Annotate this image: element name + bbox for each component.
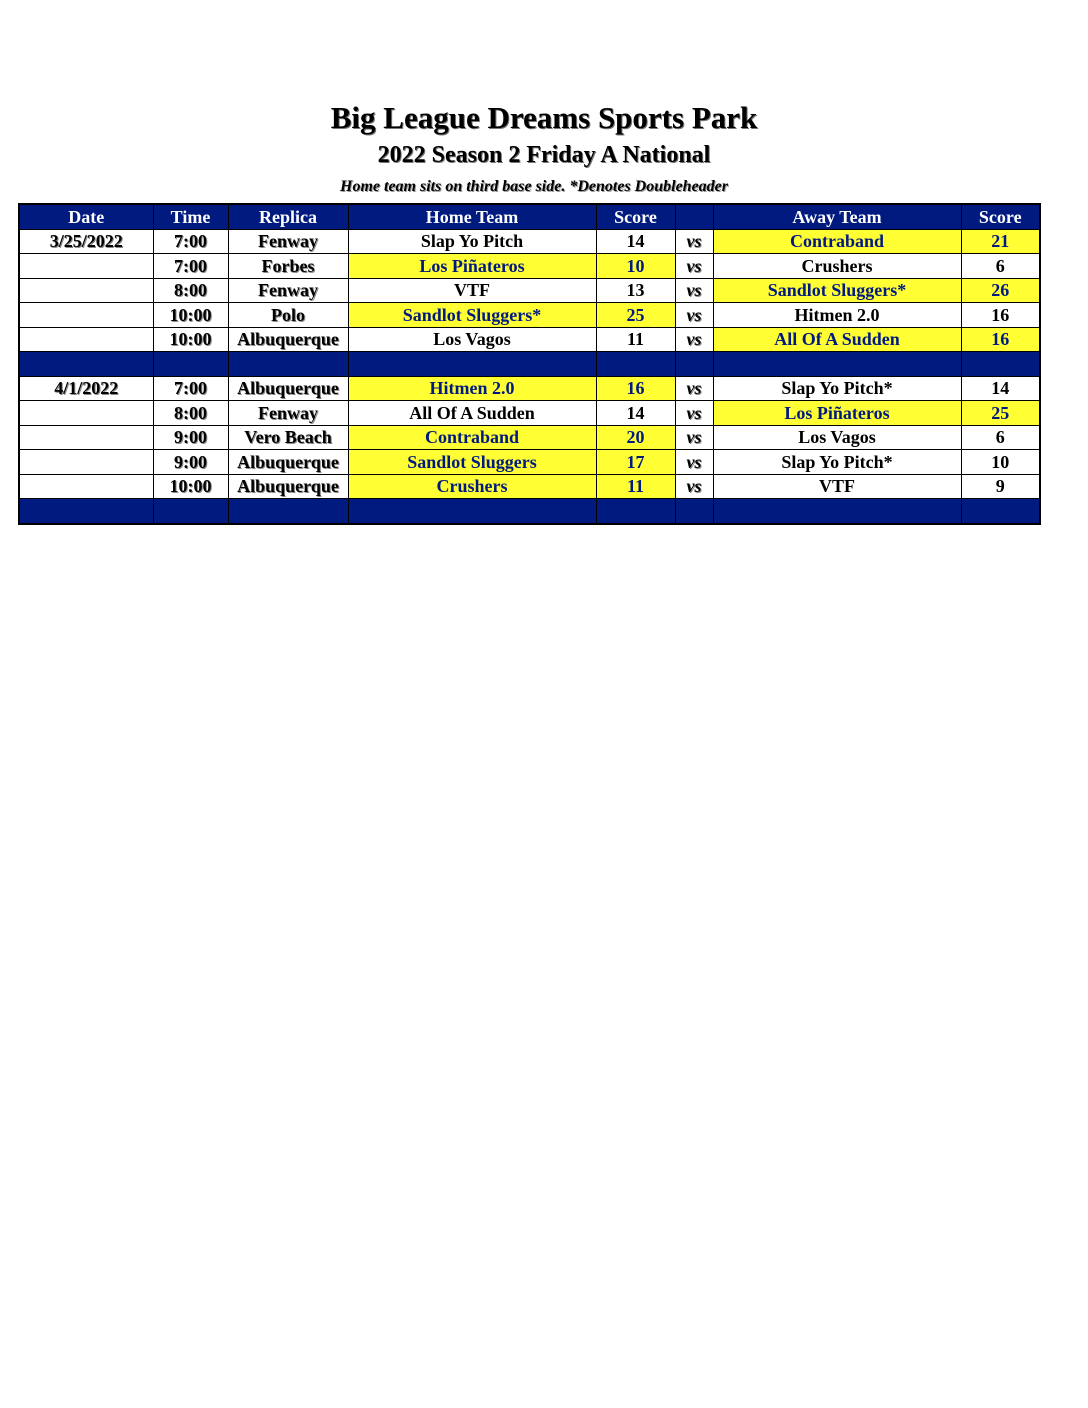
game-time: 7:00 (153, 229, 228, 254)
game-time: 10:00 (153, 303, 228, 328)
home-score: 11 (596, 474, 675, 499)
away-score: 16 (961, 327, 1040, 352)
col-header-vs (675, 204, 713, 229)
spacer-cell (228, 499, 348, 524)
game-time: 8:00 (153, 278, 228, 303)
away-score: 21 (961, 229, 1040, 254)
home-team: Hitmen 2.0 (348, 376, 596, 401)
away-team: Sandlot Sluggers* (713, 278, 961, 303)
game-replica: Vero Beach (228, 425, 348, 450)
away-score: 6 (961, 254, 1040, 279)
vs-label: vs (675, 278, 713, 303)
away-team: Crushers (713, 254, 961, 279)
col-header-time: Time (153, 204, 228, 229)
spacer-cell (713, 352, 961, 377)
away-score: 10 (961, 450, 1040, 475)
game-row (19, 474, 1040, 499)
game-time: 8:00 (153, 401, 228, 426)
home-score: 16 (596, 376, 675, 401)
spacer-cell (713, 499, 961, 524)
page-title: Big League Dreams Sports Park (330, 100, 758, 135)
away-team: Los Vagos (713, 425, 961, 450)
game-replica: Albuquerque (228, 327, 348, 352)
game-replica: Fenway (228, 278, 348, 303)
game-date (19, 401, 153, 426)
away-team: Contraband (713, 229, 961, 254)
schedule-body (19, 229, 1040, 524)
home-team: Los Vagos (348, 327, 596, 352)
away-team: Hitmen 2.0 (713, 303, 961, 328)
away-score: 14 (961, 376, 1040, 401)
spacer-cell (961, 352, 1040, 377)
home-score: 11 (596, 327, 675, 352)
home-team: Contraband (348, 425, 596, 450)
game-row (19, 254, 1040, 279)
col-header-date: Date (19, 204, 153, 229)
game-row (19, 303, 1040, 328)
vs-label: vs (675, 474, 713, 499)
vs-label: vs (675, 376, 713, 401)
schedule-note: Home team sits on third base side. *Denotes Doubleheader (340, 178, 728, 195)
home-score: 25 (596, 303, 675, 328)
away-team: Slap Yo Pitch* (713, 450, 961, 475)
spacer-cell (348, 352, 596, 377)
vs-label: vs (675, 401, 713, 426)
game-date (19, 327, 153, 352)
game-date: 4/1/2022 (19, 376, 153, 401)
home-team: VTF (348, 278, 596, 303)
col-header-away-team: Away Team (713, 204, 961, 229)
spacer-cell (675, 499, 713, 524)
home-score: 14 (596, 401, 675, 426)
game-time: 7:00 (153, 254, 228, 279)
home-score: 17 (596, 450, 675, 475)
spacer-row (19, 499, 1040, 524)
game-replica: Forbes (228, 254, 348, 279)
spacer-row (19, 352, 1040, 377)
spacer-cell (348, 499, 596, 524)
game-date (19, 474, 153, 499)
game-date (19, 278, 153, 303)
home-team: Sandlot Sluggers (348, 450, 596, 475)
game-row (19, 450, 1040, 475)
col-header-home-team: Home Team (348, 204, 596, 229)
vs-label: vs (675, 450, 713, 475)
vs-label: vs (675, 254, 713, 279)
away-team: All Of A Sudden (713, 327, 961, 352)
game-time: 10:00 (153, 474, 228, 499)
vs-label: vs (675, 425, 713, 450)
home-team: Sandlot Sluggers* (348, 303, 596, 328)
spacer-cell (596, 499, 675, 524)
game-replica: Albuquerque (228, 450, 348, 475)
game-row (19, 229, 1040, 254)
away-team: Slap Yo Pitch* (713, 376, 961, 401)
away-score: 26 (961, 278, 1040, 303)
game-date (19, 450, 153, 475)
game-time: 10:00 (153, 327, 228, 352)
home-score: 13 (596, 278, 675, 303)
spacer-cell (19, 499, 153, 524)
spacer-cell (228, 352, 348, 377)
game-time: 7:00 (153, 376, 228, 401)
away-team: Los Piñateros (713, 401, 961, 426)
game-row (19, 425, 1040, 450)
home-team: Slap Yo Pitch (348, 229, 596, 254)
home-team: Los Piñateros (348, 254, 596, 279)
game-date (19, 254, 153, 279)
spacer-cell (153, 352, 228, 377)
game-time: 9:00 (153, 425, 228, 450)
game-replica: Polo (228, 303, 348, 328)
away-score: 9 (961, 474, 1040, 499)
spacer-cell (961, 499, 1040, 524)
game-date: 3/25/2022 (19, 229, 153, 254)
home-score: 20 (596, 425, 675, 450)
game-time: 9:00 (153, 450, 228, 475)
game-date (19, 425, 153, 450)
game-row (19, 401, 1040, 426)
home-team: Crushers (348, 474, 596, 499)
game-replica: Albuquerque (228, 474, 348, 499)
schedule-table (18, 203, 1041, 525)
spacer-cell (675, 352, 713, 377)
game-row (19, 278, 1040, 303)
home-score: 10 (596, 254, 675, 279)
game-date (19, 303, 153, 328)
game-replica: Fenway (228, 229, 348, 254)
header-row (19, 204, 1040, 229)
spacer-cell (596, 352, 675, 377)
spacer-cell (19, 352, 153, 377)
away-score: 6 (961, 425, 1040, 450)
away-score: 25 (961, 401, 1040, 426)
game-row (19, 376, 1040, 401)
away-score: 16 (961, 303, 1040, 328)
spacer-cell (153, 499, 228, 524)
vs-label: vs (675, 303, 713, 328)
home-team: All Of A Sudden (348, 401, 596, 426)
col-header-replica: Replica (228, 204, 348, 229)
game-row (19, 327, 1040, 352)
game-replica: Albuquerque (228, 376, 348, 401)
page-subtitle: 2022 Season 2 Friday A National (377, 142, 711, 168)
vs-label: vs (675, 327, 713, 352)
home-score: 14 (596, 229, 675, 254)
col-header-away-score: Score (961, 204, 1040, 229)
game-replica: Fenway (228, 401, 348, 426)
away-team: VTF (713, 474, 961, 499)
col-header-home-score: Score (596, 204, 675, 229)
vs-label: vs (675, 229, 713, 254)
